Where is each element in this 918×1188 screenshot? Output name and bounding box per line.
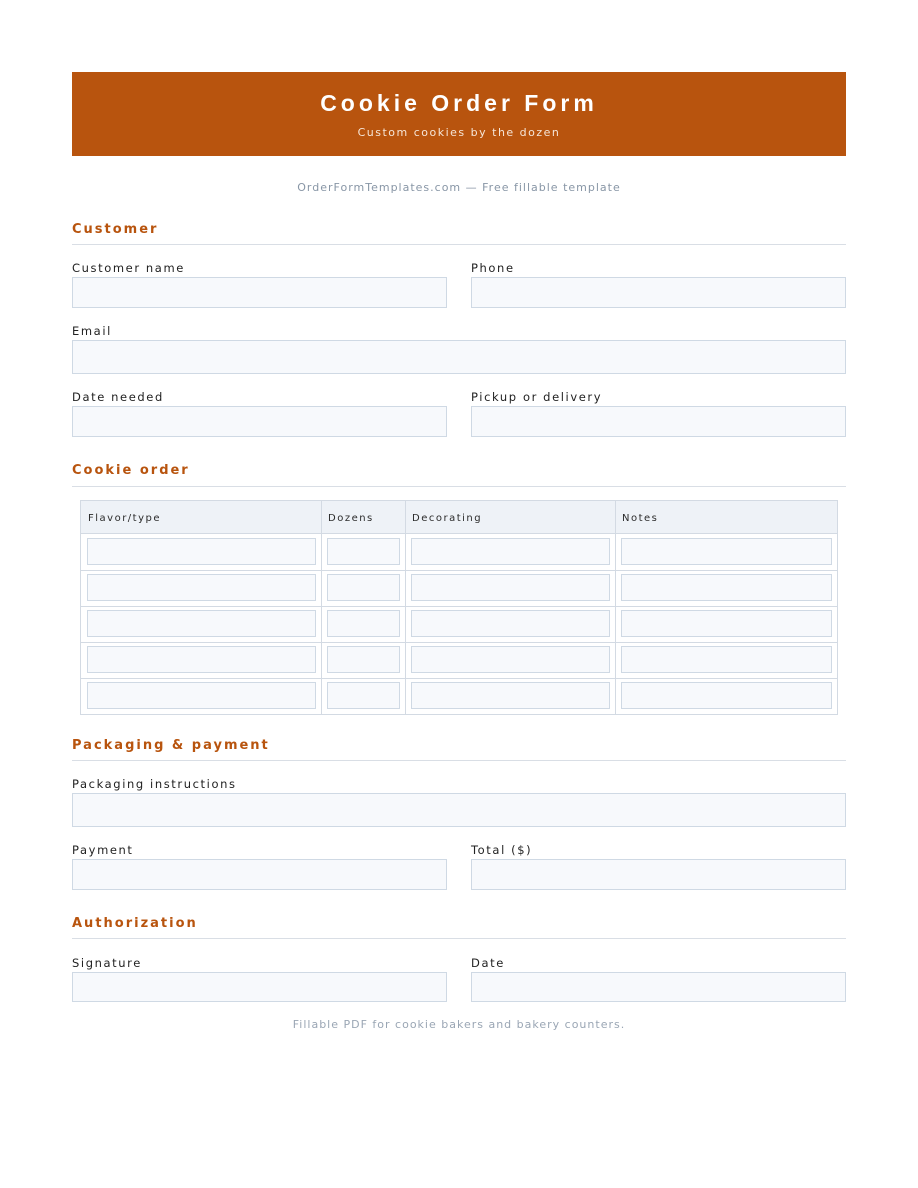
section-title-authorization: Authorization bbox=[72, 916, 198, 931]
dozens-input[interactable] bbox=[327, 574, 400, 601]
dozens-input[interactable] bbox=[327, 682, 400, 709]
customer-name-label: Customer name bbox=[72, 261, 185, 275]
section-divider bbox=[72, 244, 846, 245]
column-header-notes: Notes bbox=[622, 513, 659, 524]
decorating-input[interactable] bbox=[411, 610, 610, 637]
packaging-instructions-label: Packaging instructions bbox=[72, 777, 237, 791]
payment-field[interactable] bbox=[72, 859, 447, 890]
flavor-input[interactable] bbox=[87, 682, 316, 709]
row-divider bbox=[81, 606, 837, 607]
section-divider bbox=[72, 760, 846, 761]
dozens-input[interactable] bbox=[327, 538, 400, 565]
column-header-decorating: Decorating bbox=[412, 513, 483, 524]
email-field[interactable] bbox=[72, 340, 846, 374]
date-needed-field[interactable] bbox=[72, 406, 447, 437]
column-divider bbox=[321, 501, 322, 714]
header-banner bbox=[72, 72, 846, 156]
phone-label: Phone bbox=[471, 261, 515, 275]
decorating-input[interactable] bbox=[411, 682, 610, 709]
column-divider bbox=[405, 501, 406, 714]
signature-label: Signature bbox=[72, 956, 142, 970]
decorating-input[interactable] bbox=[411, 538, 610, 565]
flavor-input[interactable] bbox=[87, 646, 316, 673]
form-title: Cookie Order Form bbox=[320, 90, 598, 116]
pickup-delivery-field[interactable] bbox=[471, 406, 846, 437]
customer-name-field[interactable] bbox=[72, 277, 447, 308]
table-header bbox=[81, 501, 837, 534]
section-divider bbox=[72, 938, 846, 939]
notes-input[interactable] bbox=[621, 538, 832, 565]
column-divider bbox=[615, 501, 616, 714]
row-divider bbox=[81, 570, 837, 571]
email-label: Email bbox=[72, 324, 112, 338]
cookie-order-table bbox=[80, 500, 838, 715]
section-title-cookie-order: Cookie order bbox=[72, 463, 190, 478]
section-divider bbox=[72, 486, 846, 487]
column-header-flavor: Flavor/type bbox=[88, 513, 162, 524]
row-divider bbox=[81, 678, 837, 679]
flavor-input[interactable] bbox=[87, 574, 316, 601]
form-subtitle: Custom cookies by the dozen bbox=[357, 126, 561, 139]
date-field[interactable] bbox=[471, 972, 846, 1002]
row-divider bbox=[81, 642, 837, 643]
total-label: Total ($) bbox=[471, 843, 533, 857]
notes-input[interactable] bbox=[621, 610, 832, 637]
flavor-input[interactable] bbox=[87, 610, 316, 637]
signature-field[interactable] bbox=[72, 972, 447, 1002]
section-title-customer: Customer bbox=[72, 222, 159, 237]
source-line: OrderFormTemplates.com — Free fillable template bbox=[297, 181, 621, 194]
decorating-input[interactable] bbox=[411, 574, 610, 601]
notes-input[interactable] bbox=[621, 574, 832, 601]
date-label: Date bbox=[471, 956, 505, 970]
phone-field[interactable] bbox=[471, 277, 846, 308]
total-field[interactable] bbox=[471, 859, 846, 890]
date-needed-label: Date needed bbox=[72, 390, 164, 404]
packaging-instructions-field[interactable] bbox=[72, 793, 846, 827]
notes-input[interactable] bbox=[621, 682, 832, 709]
flavor-input[interactable] bbox=[87, 538, 316, 565]
payment-label: Payment bbox=[72, 843, 134, 857]
section-title-packaging-payment: Packaging & payment bbox=[72, 738, 270, 753]
column-header-dozens: Dozens bbox=[328, 513, 374, 524]
pickup-delivery-label: Pickup or delivery bbox=[471, 390, 603, 404]
footer-note: Fillable PDF for cookie bakers and bakery counters. bbox=[292, 1018, 626, 1031]
notes-input[interactable] bbox=[621, 646, 832, 673]
dozens-input[interactable] bbox=[327, 610, 400, 637]
decorating-input[interactable] bbox=[411, 646, 610, 673]
dozens-input[interactable] bbox=[327, 646, 400, 673]
